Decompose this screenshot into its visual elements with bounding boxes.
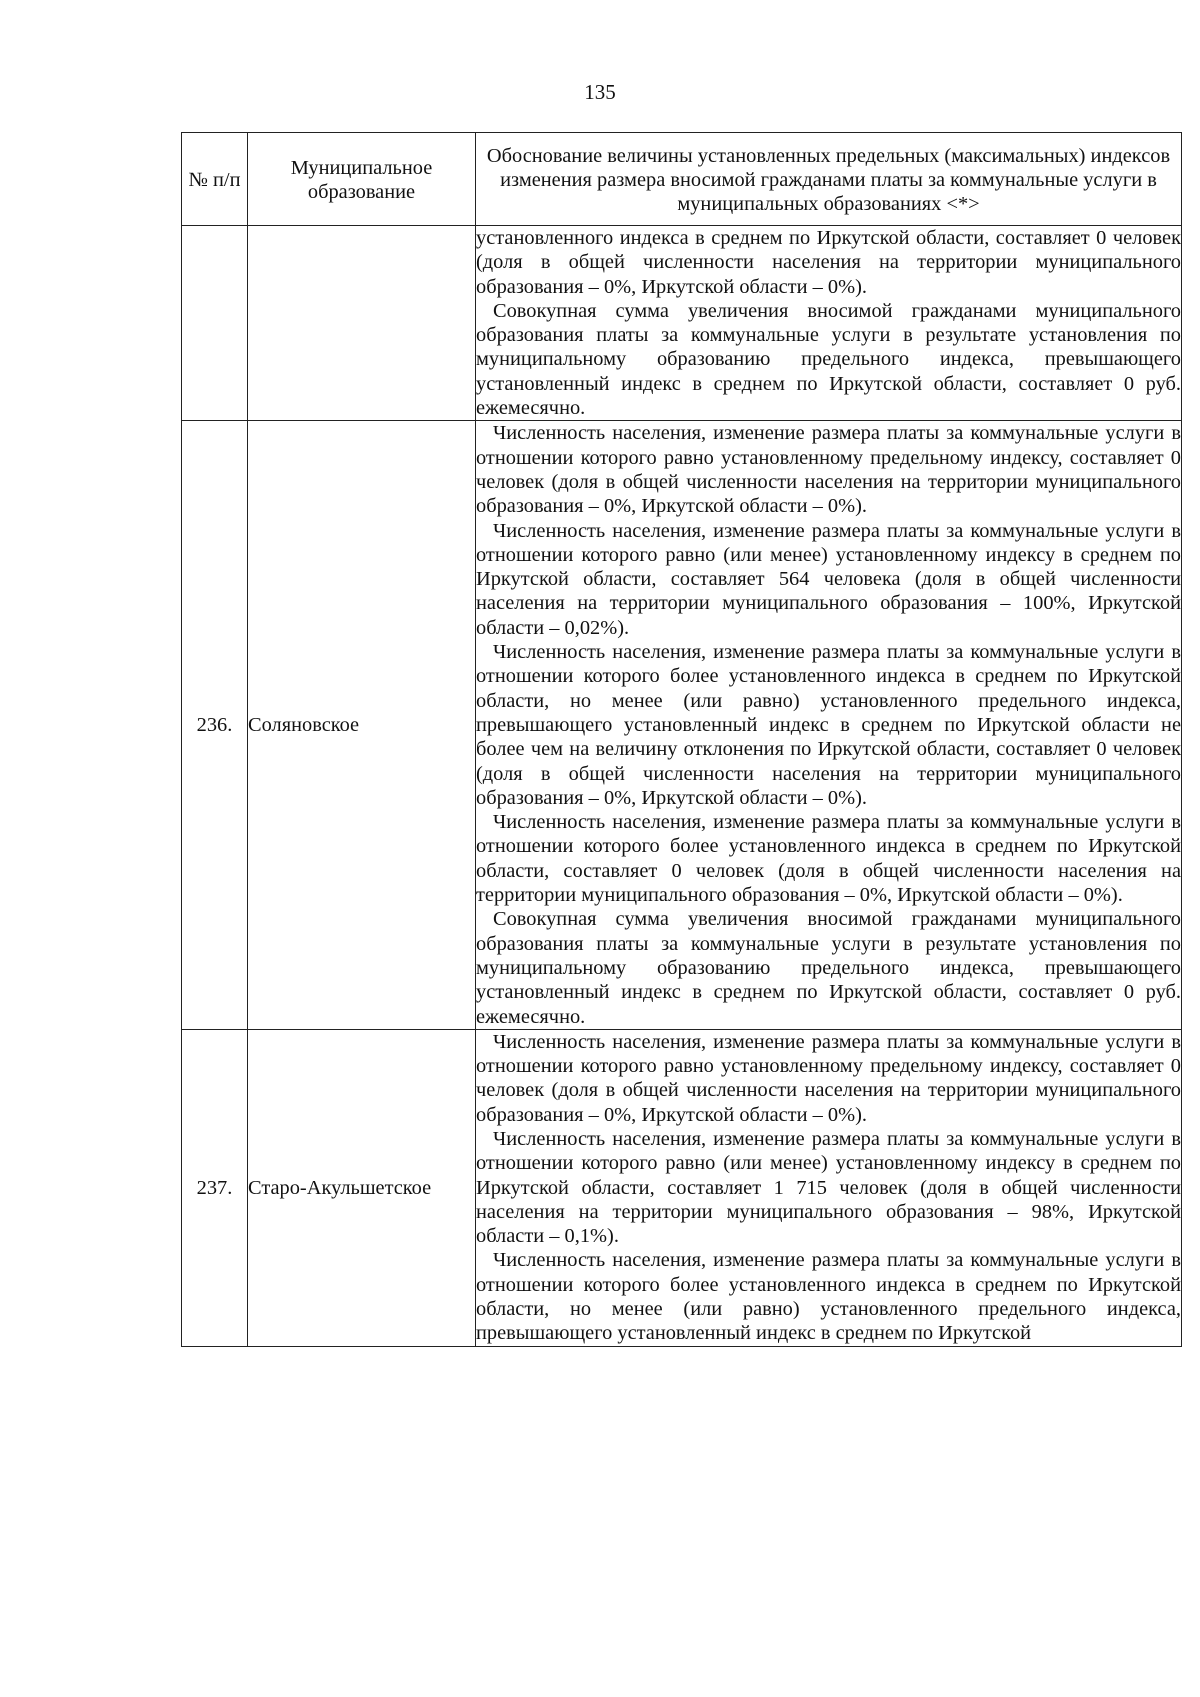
header-number: № п/п: [182, 133, 248, 226]
paragraph: Численность населения, изменение размера платы за коммунальные услуги в отношении которого более установленного индекса в среднем по Иркутской области, но менее (или равно) установленного предельного индекса, превышающего установленный индекс в среднем по Иркутской области не более чем на величину отклонения по Иркутской области, составляет 0 человек (доля в общей численности населения на территории муниципального образования – 0%, Иркутской области – 0%).: [476, 641, 1181, 809]
paragraph: Численность населения, изменение размера платы за коммунальные услуги в отношении которого более установленного индекса в среднем по Иркутской области, но менее (или равно) установленного предельного индекса, превышающего установленный индекс в среднем по Иркутской: [476, 1249, 1181, 1345]
row-number-cell: 237.: [182, 1029, 248, 1346]
paragraph: Численность населения, изменение размера платы за коммунальные услуги в отношении которого равно (или менее) установленному индексу в среднем по Иркутской области, составляет 564 человека (доля в общей численности населения на территории муниципального образования – 100%, Иркутской области – 0,02%).: [476, 519, 1181, 639]
table-row-237: [182, 1029, 1182, 1346]
paragraph: Численность населения, изменение размера платы за коммунальные услуги в отношении которого более установленного индекса в среднем по Иркутской области, составляет 0 человек (доля в общей численности населения на территории муниципального образования – 0%, Иркутской области – 0%).: [476, 811, 1181, 907]
paragraph: Численность населения, изменение размера платы за коммунальные услуги в отношении которого равно (или менее) установленному индексу в среднем по Иркутской области, составляет 1 715 человек (доля в общей численности населения на территории муниципального образования – 98%, Иркутской области – 0,1%).: [476, 1127, 1181, 1248]
paragraph: Численность населения, изменение размера платы за коммунальные услуги в отношении которого равно установленному предельному индексу, составляет 0 человек (доля в общей численности населения на территории муниципального образования – 0%, Иркутской области – 0%).: [476, 422, 1181, 518]
table-header-row: [182, 133, 1182, 226]
header-justification: Обоснование величины установленных предельных (максимальных) индексов изменения размера вносимой гражданами платы за коммунальные услуги в муниципальных образованиях <*>: [476, 133, 1182, 226]
row-number-cell: 236.: [182, 421, 248, 1029]
table-row-continuation: [182, 226, 1182, 421]
page-number: 135: [584, 80, 616, 104]
row-justification-cell: [476, 1029, 1182, 1346]
paragraph: Численность населения, изменение размера платы за коммунальные услуги в отношении которого равно установленному предельному индексу, составляет 0 человек (доля в общей численности населения на территории муниципального образования – 0%, Иркутской области – 0%).: [476, 1030, 1181, 1126]
table-row-236: [182, 421, 1182, 1029]
municipal-index-table: [181, 132, 1182, 1347]
paragraph: Совокупная сумма увеличения вносимой гражданами муниципального образования платы за коммунальные услуги в результате установления по муниципальному образованию предельного индекса, превышающего установленный индекс в среднем по Иркутской области, составляет 0 руб. ежемесячно.: [476, 299, 1181, 420]
row-number-cell: [182, 226, 248, 421]
row-municipality-cell: Старо-Акульшетское: [248, 1029, 476, 1346]
row-municipality-cell: [248, 226, 476, 421]
paragraph: установленного индекса в среднем по Иркутской области, составляет 0 человек (доля в общей численности населения на территории муниципального образования – 0%, Иркутской области – 0%).: [476, 227, 1181, 298]
row-municipality-cell: Соляновское: [248, 421, 476, 1029]
row-justification-cell: [476, 421, 1182, 1029]
row-justification-cell: [476, 226, 1182, 421]
paragraph: Совокупная сумма увеличения вносимой гражданами муниципального образования платы за коммунальные услуги в результате установления по муниципальному образованию предельного индекса, превышающего установленный индекс в среднем по Иркутской области, составляет 0 руб. ежемесячно.: [476, 908, 1181, 1028]
header-municipality: Муниципальное образование: [248, 133, 476, 226]
